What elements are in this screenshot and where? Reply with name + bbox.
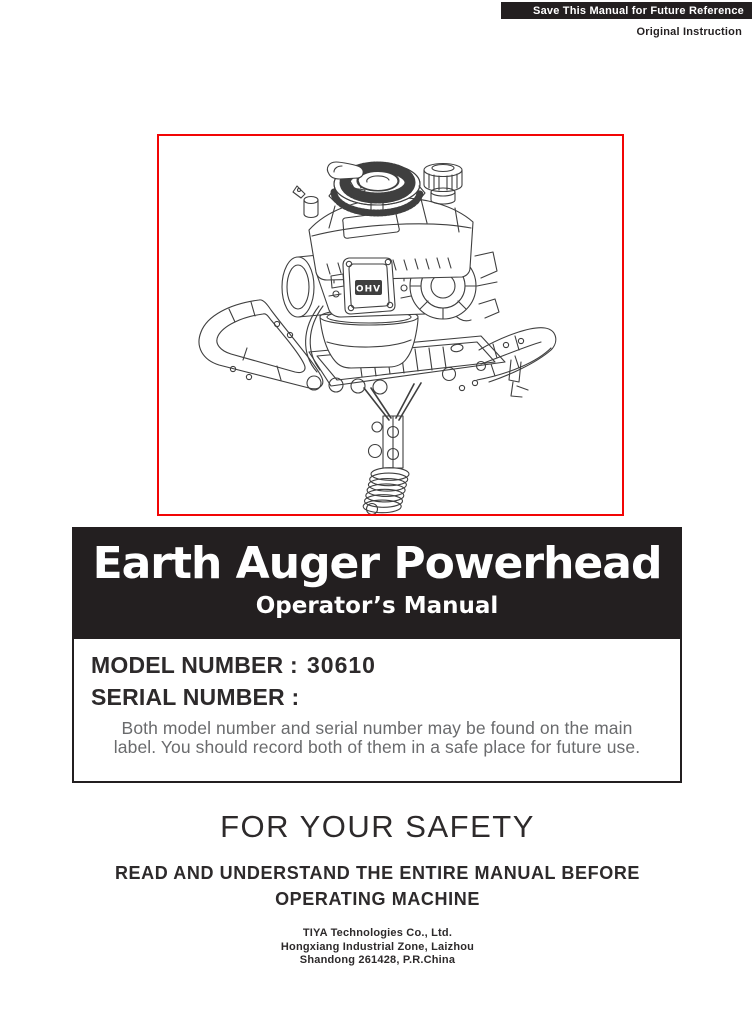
company-address-line2: Shandong 261428, P.R.China	[299, 954, 456, 966]
company-address-line1: Hongxiang Industrial Zone, Laizhou	[280, 940, 475, 953]
manual-title: Earth Auger Powerhead	[92, 538, 662, 589]
product-illustration-frame	[157, 134, 624, 516]
safety-instruction-line2: OPERATING MACHINE	[275, 889, 480, 909]
record-note	[74, 719, 680, 756]
fuel-cap	[424, 164, 462, 205]
ohv-label: OHV	[355, 284, 382, 295]
save-reference-text: Save This Manual for Future Reference	[533, 5, 744, 17]
spring-coupling	[363, 468, 409, 514]
serial-number-row	[74, 684, 680, 710]
output-shaft	[364, 383, 421, 468]
manual-subtitle: Operator’s Manual	[255, 593, 499, 619]
gearbox-bowl	[320, 309, 418, 368]
safety-heading: FOR YOUR SAFETY	[220, 809, 535, 844]
earth-auger-illustration	[159, 136, 622, 514]
model-serial-box	[72, 637, 682, 783]
title-banner	[72, 527, 682, 637]
company-name: TIYA Technologies Co., Ltd.	[302, 927, 453, 939]
safety-instruction-line1: READ AND UNDERSTAND THE ENTIRE MANUAL BEFORE	[114, 863, 641, 883]
original-instruction-label: Original Instruction	[636, 26, 742, 38]
company-block	[0, 927, 755, 968]
save-reference-banner	[501, 2, 752, 19]
choke-lever	[293, 186, 318, 218]
model-number-label: MODEL NUMBER :	[91, 652, 298, 678]
right-handlebar	[459, 328, 555, 397]
record-note-line2: label. You should record both of them in a safe place for future use.	[113, 736, 641, 757]
model-number-row	[74, 652, 680, 678]
record-note-line1: Both model number and serial number may be found on the main	[121, 718, 633, 738]
model-number-value: 30610	[307, 652, 376, 678]
serial-number-label: SERIAL NUMBER :	[91, 684, 300, 710]
